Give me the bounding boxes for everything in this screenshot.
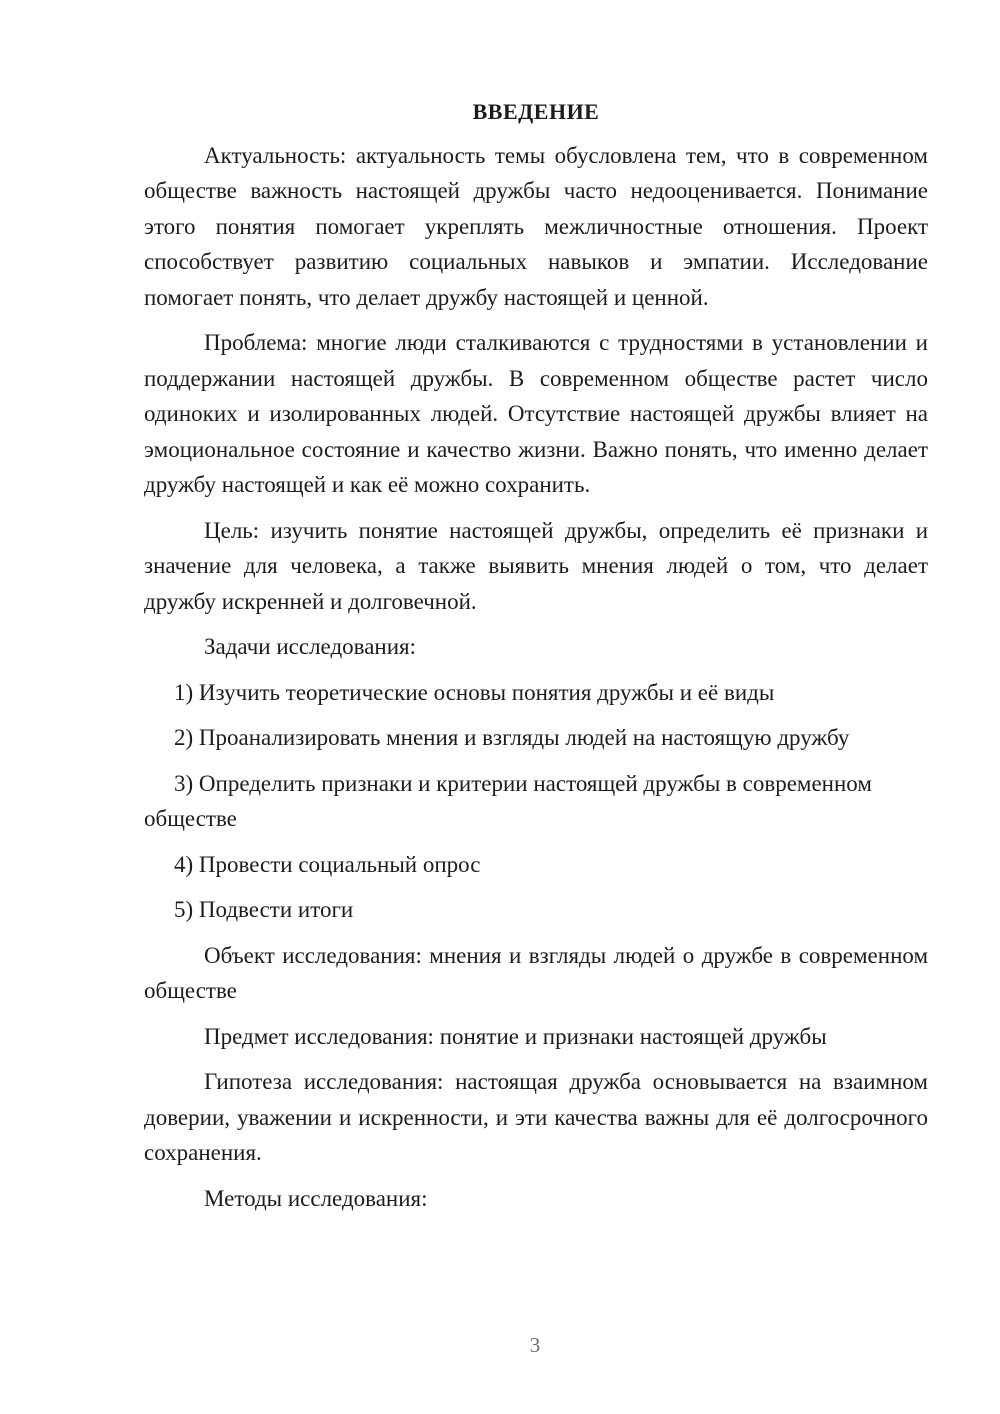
task-item-5: 5) Подвести итоги	[174, 897, 354, 922]
methods-heading: Методы исследования:	[204, 1185, 428, 1211]
object-paragraph: Объект исследования: мнения и взгляды людей о дружбе в современном обществе	[144, 942, 928, 1003]
tasks-heading: Задачи исследования:	[204, 634, 417, 659]
relevance-paragraph: Актуальность: актуальность темы обусловлена тем, что в современном обществе важность настоящей дружбы часто недооценивается. Понимание этого понятия помогает укреплять межличностные отношения. Проект способствует развитию социальных навыков и эмпатии. Исследование помогает понять, что делает дружбу настоящей и ценной.	[144, 142, 928, 310]
tasks-list	[144, 675, 928, 928]
page-number: 3	[529, 1333, 541, 1357]
goal-paragraph: Цель: изучить понятие настоящей дружбы, определить её признаки и значение для человека, а также выявить мнения людей о том, что делает дружбу искренней и долговечной.	[144, 517, 928, 614]
section-title: ВВЕДЕНИЕ	[472, 99, 600, 124]
hypothesis-paragraph: Гипотеза исследования: настоящая дружба основывается на взаимном доверии, уважении и искренности, и эти качества важны для её долгосрочного сохранения.	[144, 1069, 928, 1165]
task-item-3: 3) Определить признаки и критерии настоящей дружбы в современном обществе	[144, 770, 872, 831]
task-item-1: 1) Изучить теоретические основы понятия дружбы и её виды	[174, 679, 775, 705]
subject-paragraph: Предмет исследования: понятие и признаки настоящей дружбы	[204, 1023, 827, 1049]
document-page	[144, 94, 928, 1226]
task-item-2: 2) Проанализировать мнения и взгляды людей на настоящую дружбу	[174, 725, 850, 750]
problem-paragraph: Проблема: многие люди сталкиваются с трудностями в установлении и поддержании настоящей дружбы. В современном обществе растет число одиноких и изолированных людей. Отсутствие настоящей дружбы влияет на эмоциональное состояние и качество жизни. Важно понять, что именно делает дружбу настоящей и как её можно сохранить.	[144, 330, 928, 497]
task-item-4: 4) Провести социальный опрос	[174, 851, 481, 877]
